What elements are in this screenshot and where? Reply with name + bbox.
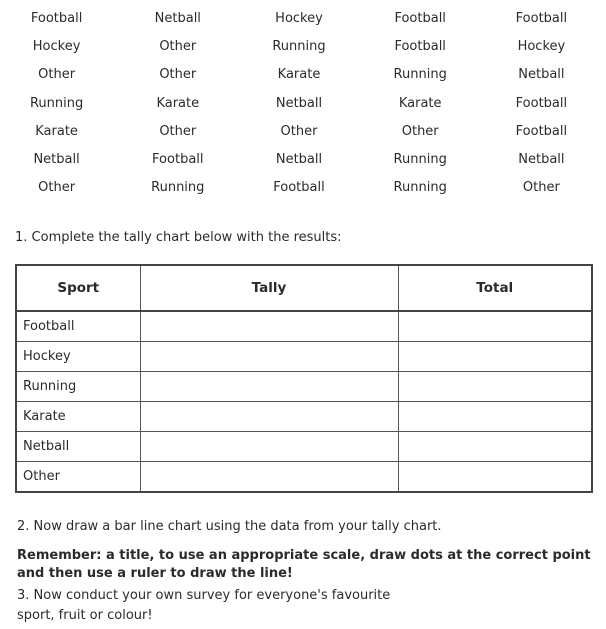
tally-cell[interactable] <box>140 311 398 342</box>
survey-result-cell: Netball <box>518 152 565 168</box>
question-2: 2. Now draw a bar line chart using the data from your tally chart. <box>17 519 442 534</box>
survey-result-cell: Netball <box>275 95 323 111</box>
survey-result-cell: Hockey <box>517 38 566 54</box>
survey-result-cell: Football <box>394 38 446 54</box>
header-sport: Sport <box>16 265 140 311</box>
survey-result-cell: Football <box>394 10 446 26</box>
question-3: 3. Now conduct your own survey for everyone's favourite sport, fruit or colour! <box>17 588 391 623</box>
survey-result-cell: Running <box>29 95 84 111</box>
tally-cell[interactable] <box>140 342 398 372</box>
survey-result-cell: Karate <box>398 95 442 111</box>
tally-cell[interactable] <box>140 372 398 402</box>
sport-label: Karate <box>16 402 140 432</box>
survey-result-cell: Netball <box>275 152 323 168</box>
tally-cell[interactable] <box>140 402 398 432</box>
header-tally: Tally <box>140 265 398 311</box>
tally-cell[interactable] <box>140 432 398 462</box>
total-cell[interactable] <box>398 432 592 462</box>
survey-result-cell: Other <box>401 123 439 139</box>
table-row <box>16 372 592 402</box>
total-cell[interactable] <box>398 402 592 432</box>
sport-label: Running <box>16 372 140 402</box>
survey-result-cell: Other <box>159 67 197 83</box>
survey-result-cell: Other <box>159 123 197 139</box>
remember-note: Remember: a title, to use an appropriate scale, draw dots at the correct point and then use a ruler to draw the line! <box>17 548 591 581</box>
survey-result-cell: Football <box>273 180 325 196</box>
survey-result-cell: Other <box>280 123 318 139</box>
survey-result-cell: Karate <box>277 67 321 83</box>
total-cell[interactable] <box>398 342 592 372</box>
tally-header-row <box>16 265 592 311</box>
survey-result-cell: Other <box>38 180 76 196</box>
survey-result-cell: Football <box>515 95 568 111</box>
total-cell[interactable] <box>398 372 592 402</box>
table-row <box>16 462 592 493</box>
survey-result-cell: Karate <box>35 123 78 139</box>
header-total: Total <box>398 265 592 311</box>
question-1: 1. Complete the tally chart below with the results: <box>15 230 342 245</box>
survey-result-cell: Football <box>515 123 568 139</box>
survey-result-cell: Running <box>151 180 205 196</box>
total-cell[interactable] <box>398 311 592 342</box>
total-cell[interactable] <box>398 462 592 493</box>
survey-result-cell: Other <box>38 67 76 83</box>
survey-result-cell: Running <box>272 38 326 54</box>
survey-result-cell: Hockey <box>275 10 323 26</box>
survey-result-cell: Football <box>515 10 568 26</box>
tally-chart-table <box>15 264 593 493</box>
sport-label: Hockey <box>16 342 140 372</box>
survey-result-cell: Other <box>522 180 560 196</box>
survey-results-grid <box>0 4 606 202</box>
survey-result-cell: Football <box>152 152 204 168</box>
tally-cell[interactable] <box>140 462 398 493</box>
survey-result-cell: Running <box>393 152 447 168</box>
sport-label: Other <box>16 462 140 493</box>
survey-result-cell: Netball <box>33 152 80 168</box>
survey-result-cell: Netball <box>518 67 565 83</box>
survey-result-cell: Karate <box>156 95 200 111</box>
table-row <box>16 432 592 462</box>
sport-label: Football <box>16 311 140 342</box>
table-row <box>16 342 592 372</box>
survey-result-cell: Running <box>393 67 447 83</box>
survey-result-cell: Netball <box>154 10 201 26</box>
table-row <box>16 402 592 432</box>
survey-result-cell: Football <box>30 10 83 26</box>
survey-result-cell: Other <box>159 38 197 54</box>
survey-result-cell: Hockey <box>32 38 81 54</box>
sport-label: Netball <box>16 432 140 462</box>
table-row <box>16 311 592 342</box>
survey-result-cell: Running <box>393 180 447 196</box>
